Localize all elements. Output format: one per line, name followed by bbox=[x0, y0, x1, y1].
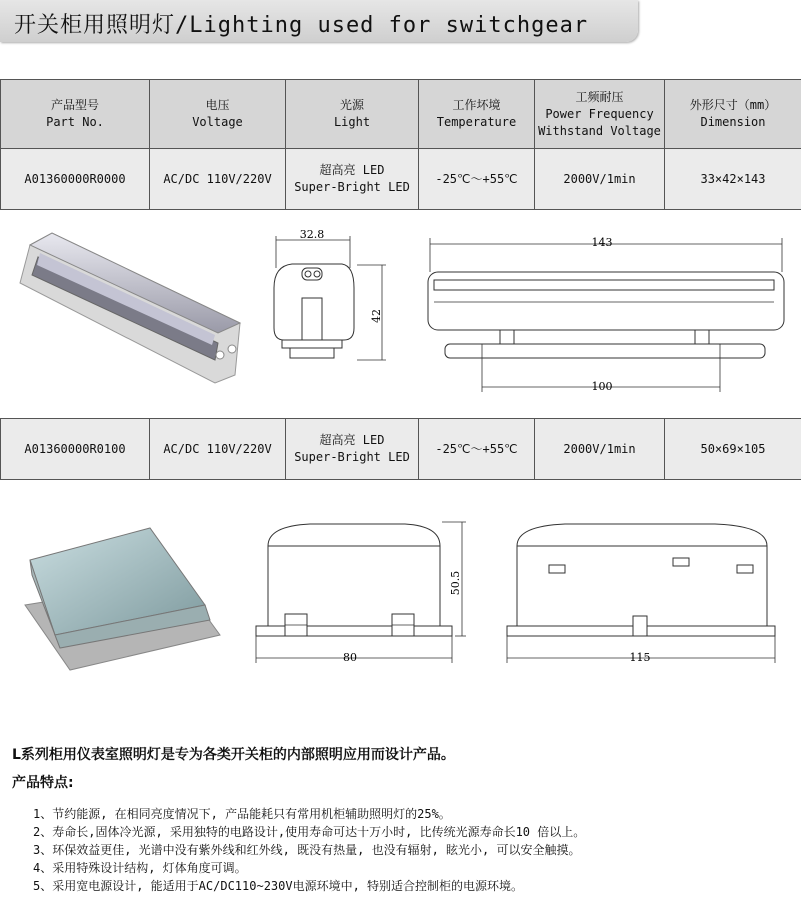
dim-height-1: 42 bbox=[370, 309, 383, 323]
withstand-cell: 2000V/1min bbox=[535, 419, 665, 480]
dim-mount-1: 100 bbox=[591, 380, 613, 393]
feature-item: 2、寿命长,固体冷光源, 采用独特的电路设计,使用寿命可达十万小时, 比传统光源寿命长10 倍以上。 bbox=[33, 825, 586, 839]
product-photo-1 bbox=[10, 225, 245, 385]
features-title: 产品特点: bbox=[12, 775, 74, 791]
header-light: 光源 Light bbox=[286, 80, 419, 149]
dim-height-2: 50.5 bbox=[449, 570, 462, 596]
part-no-cell: A01360000R0100 bbox=[1, 419, 150, 480]
light-cell: 超高亮 LED Super-Bright LED bbox=[286, 149, 419, 210]
drawing-1-front-view bbox=[420, 232, 792, 397]
feature-item: 5、采用宽电源设计, 能适用于AC/DC110~230V电源环境中, 特别适合控制柜的电源环境。 bbox=[33, 879, 524, 893]
header-part-no: 产品型号 Part No. bbox=[1, 80, 150, 149]
header-voltage: 电压 Voltage bbox=[150, 80, 286, 149]
header-withstand-voltage: 工频耐压 Power Frequency Withstand Voltage bbox=[535, 80, 665, 149]
dim-width-2: 80 bbox=[343, 651, 357, 664]
drawing-2-side-view bbox=[250, 518, 470, 668]
drawing-2-front-view bbox=[505, 518, 785, 668]
dim-length-2: 115 bbox=[629, 651, 651, 664]
table-header-row bbox=[1, 80, 801, 149]
temperature-cell: -25℃～+55℃ bbox=[419, 419, 535, 480]
voltage-cell: AC/DC 110V/220V bbox=[150, 149, 286, 210]
table-row bbox=[1, 149, 801, 210]
dimension-cell: 50×69×105 bbox=[665, 419, 801, 480]
header-dimension: 外形尺寸（mm） Dimension bbox=[665, 80, 801, 149]
drawing-1-side-view bbox=[262, 228, 397, 378]
part-no-cell: A01360000R0000 bbox=[1, 149, 150, 210]
product-description: L系列柜用仪表室照明灯是专为各类开关柜的内部照明应用而设计产品。 bbox=[12, 747, 455, 763]
title-bar bbox=[0, 0, 638, 42]
feature-item: 4、采用特殊设计结构, 灯体角度可调。 bbox=[33, 861, 247, 875]
spec-table-header bbox=[0, 79, 801, 210]
voltage-cell: AC/DC 110V/220V bbox=[150, 419, 286, 480]
product-photo-2 bbox=[20, 520, 225, 680]
light-cell: 超高亮 LED Super-Bright LED bbox=[286, 419, 419, 480]
withstand-cell: 2000V/1min bbox=[535, 149, 665, 210]
temperature-cell: -25℃～+55℃ bbox=[419, 149, 535, 210]
feature-item: 1、节约能源, 在相同亮度情况下, 产品能耗只有常用机柜辅助照明灯的25%。 bbox=[33, 807, 451, 821]
dimension-cell: 33×42×143 bbox=[665, 149, 801, 210]
header-temperature: 工作坏境 Temperature bbox=[419, 80, 535, 149]
table-row bbox=[1, 419, 801, 480]
feature-item: 3、环保效益更佳, 光谱中没有紫外线和红外线, 既没有热量, 也没有辐射, 眩光小, 可以安全触摸。 bbox=[33, 843, 581, 857]
spec-table-row-2 bbox=[0, 418, 801, 480]
page-title: 开关柜用照明灯/Lighting used for switchgear bbox=[14, 13, 589, 38]
dim-width-1: 32.8 bbox=[299, 228, 325, 241]
dim-length-1: 143 bbox=[591, 236, 613, 249]
